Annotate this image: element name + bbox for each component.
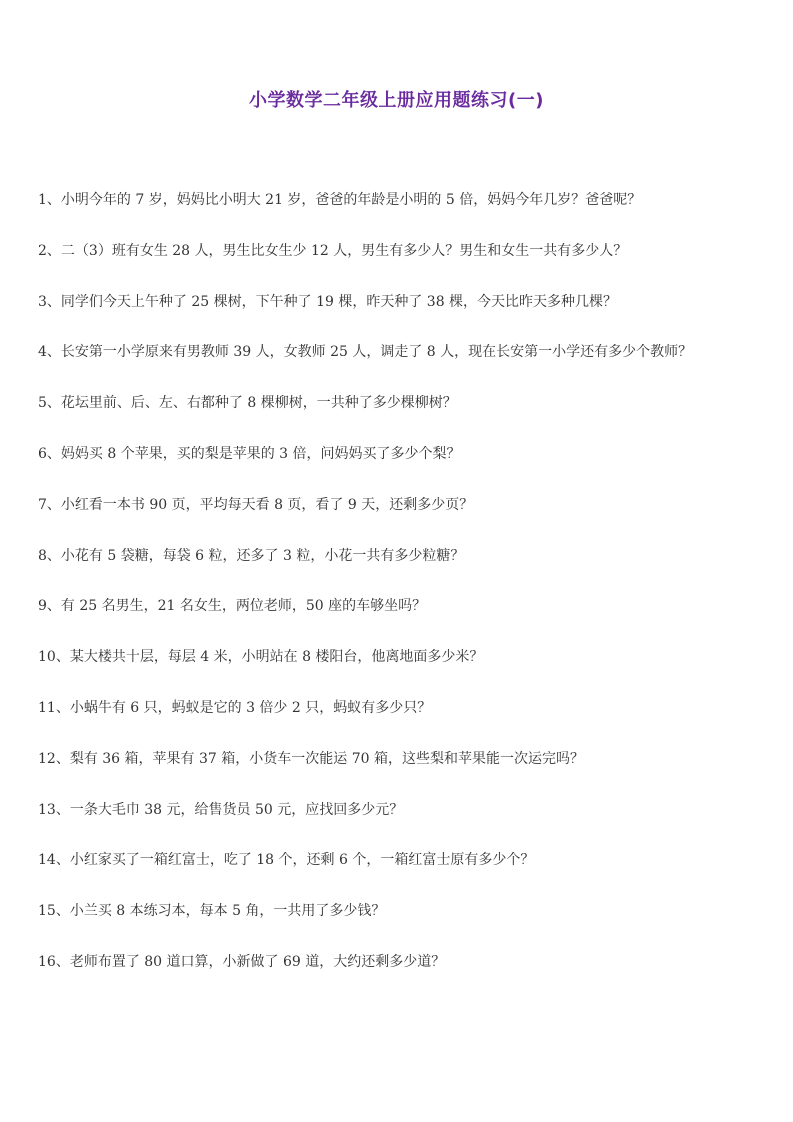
question-list <box>38 190 778 1003</box>
question-item: 2、二（3）班有女生 28 人，男生比女生少 12 人，男生有多少人？男生和女生一共有多少人？ <box>38 242 628 259</box>
question-item: 1、小明今年的 7 岁，妈妈比小明大 21 岁，爸爸的年龄是小明的 5 倍，妈妈今年几岁？爸爸呢？ <box>38 192 642 208</box>
question-item: 7、小红看一本书 90 页，平均每天看 8 页，看了 9 天，还剩多少页？ <box>38 496 474 513</box>
question-item: 13、一条大毛巾 38 元，给售货员 50 元，应找回多少元？ <box>38 801 404 818</box>
question-item: 10、某大楼共十层，每层 4 米，小明站在 8 楼阳台，他离地面多少米？ <box>38 649 484 666</box>
question-item: 11、小蜗牛有 6 只，蚂蚁是它的 3 倍少 2 只，蚂蚁有多少只？ <box>38 699 432 716</box>
question-item: 3、同学们今天上午种了 25 棵树，下午种了 19 棵，昨天种了 38 棵，今天比昨天多种几棵？ <box>38 293 618 310</box>
question-item: 9、有 25 名男生，21 名女生，两位老师，50 座的车够坐吗？ <box>38 598 427 615</box>
page-title: 小学数学二年级上册应用题练习(一) <box>249 90 544 111</box>
question-item: 4、长安第一小学原来有男教师 39 人，女教师 25 人，调走了 8 人，现在长安第一小学还有多少个教师？ <box>38 344 693 361</box>
question-item: 16、老师布置了 80 道口算，小新做了 69 道，大约还剩多少道？ <box>38 953 446 970</box>
question-item: 14、小红家买了一箱红富士，吃了 18 个，还剩 6 个，一箱红富士原有多少个？ <box>38 852 535 869</box>
question-item: 6、妈妈买 8 个苹果，买的梨是苹果的 3 倍，问妈妈买了多少个梨？ <box>38 445 461 462</box>
question-item: 15、小兰买 8 本练习本，每本 5 角，一共用了多少钱？ <box>38 903 386 920</box>
question-item: 5、花坛里前、后、左、右都种了 8 棵柳树，一共种了多少棵柳树？ <box>38 395 457 412</box>
question-item: 8、小花有 5 袋糖，每袋 6 粒，还多了 3 粒，小花一共有多少粒糖？ <box>38 547 465 564</box>
question-item: 12、梨有 36 箱，苹果有 37 箱，小货车一次能运 70 箱，这些梨和苹果能一次运完吗？ <box>38 750 584 767</box>
